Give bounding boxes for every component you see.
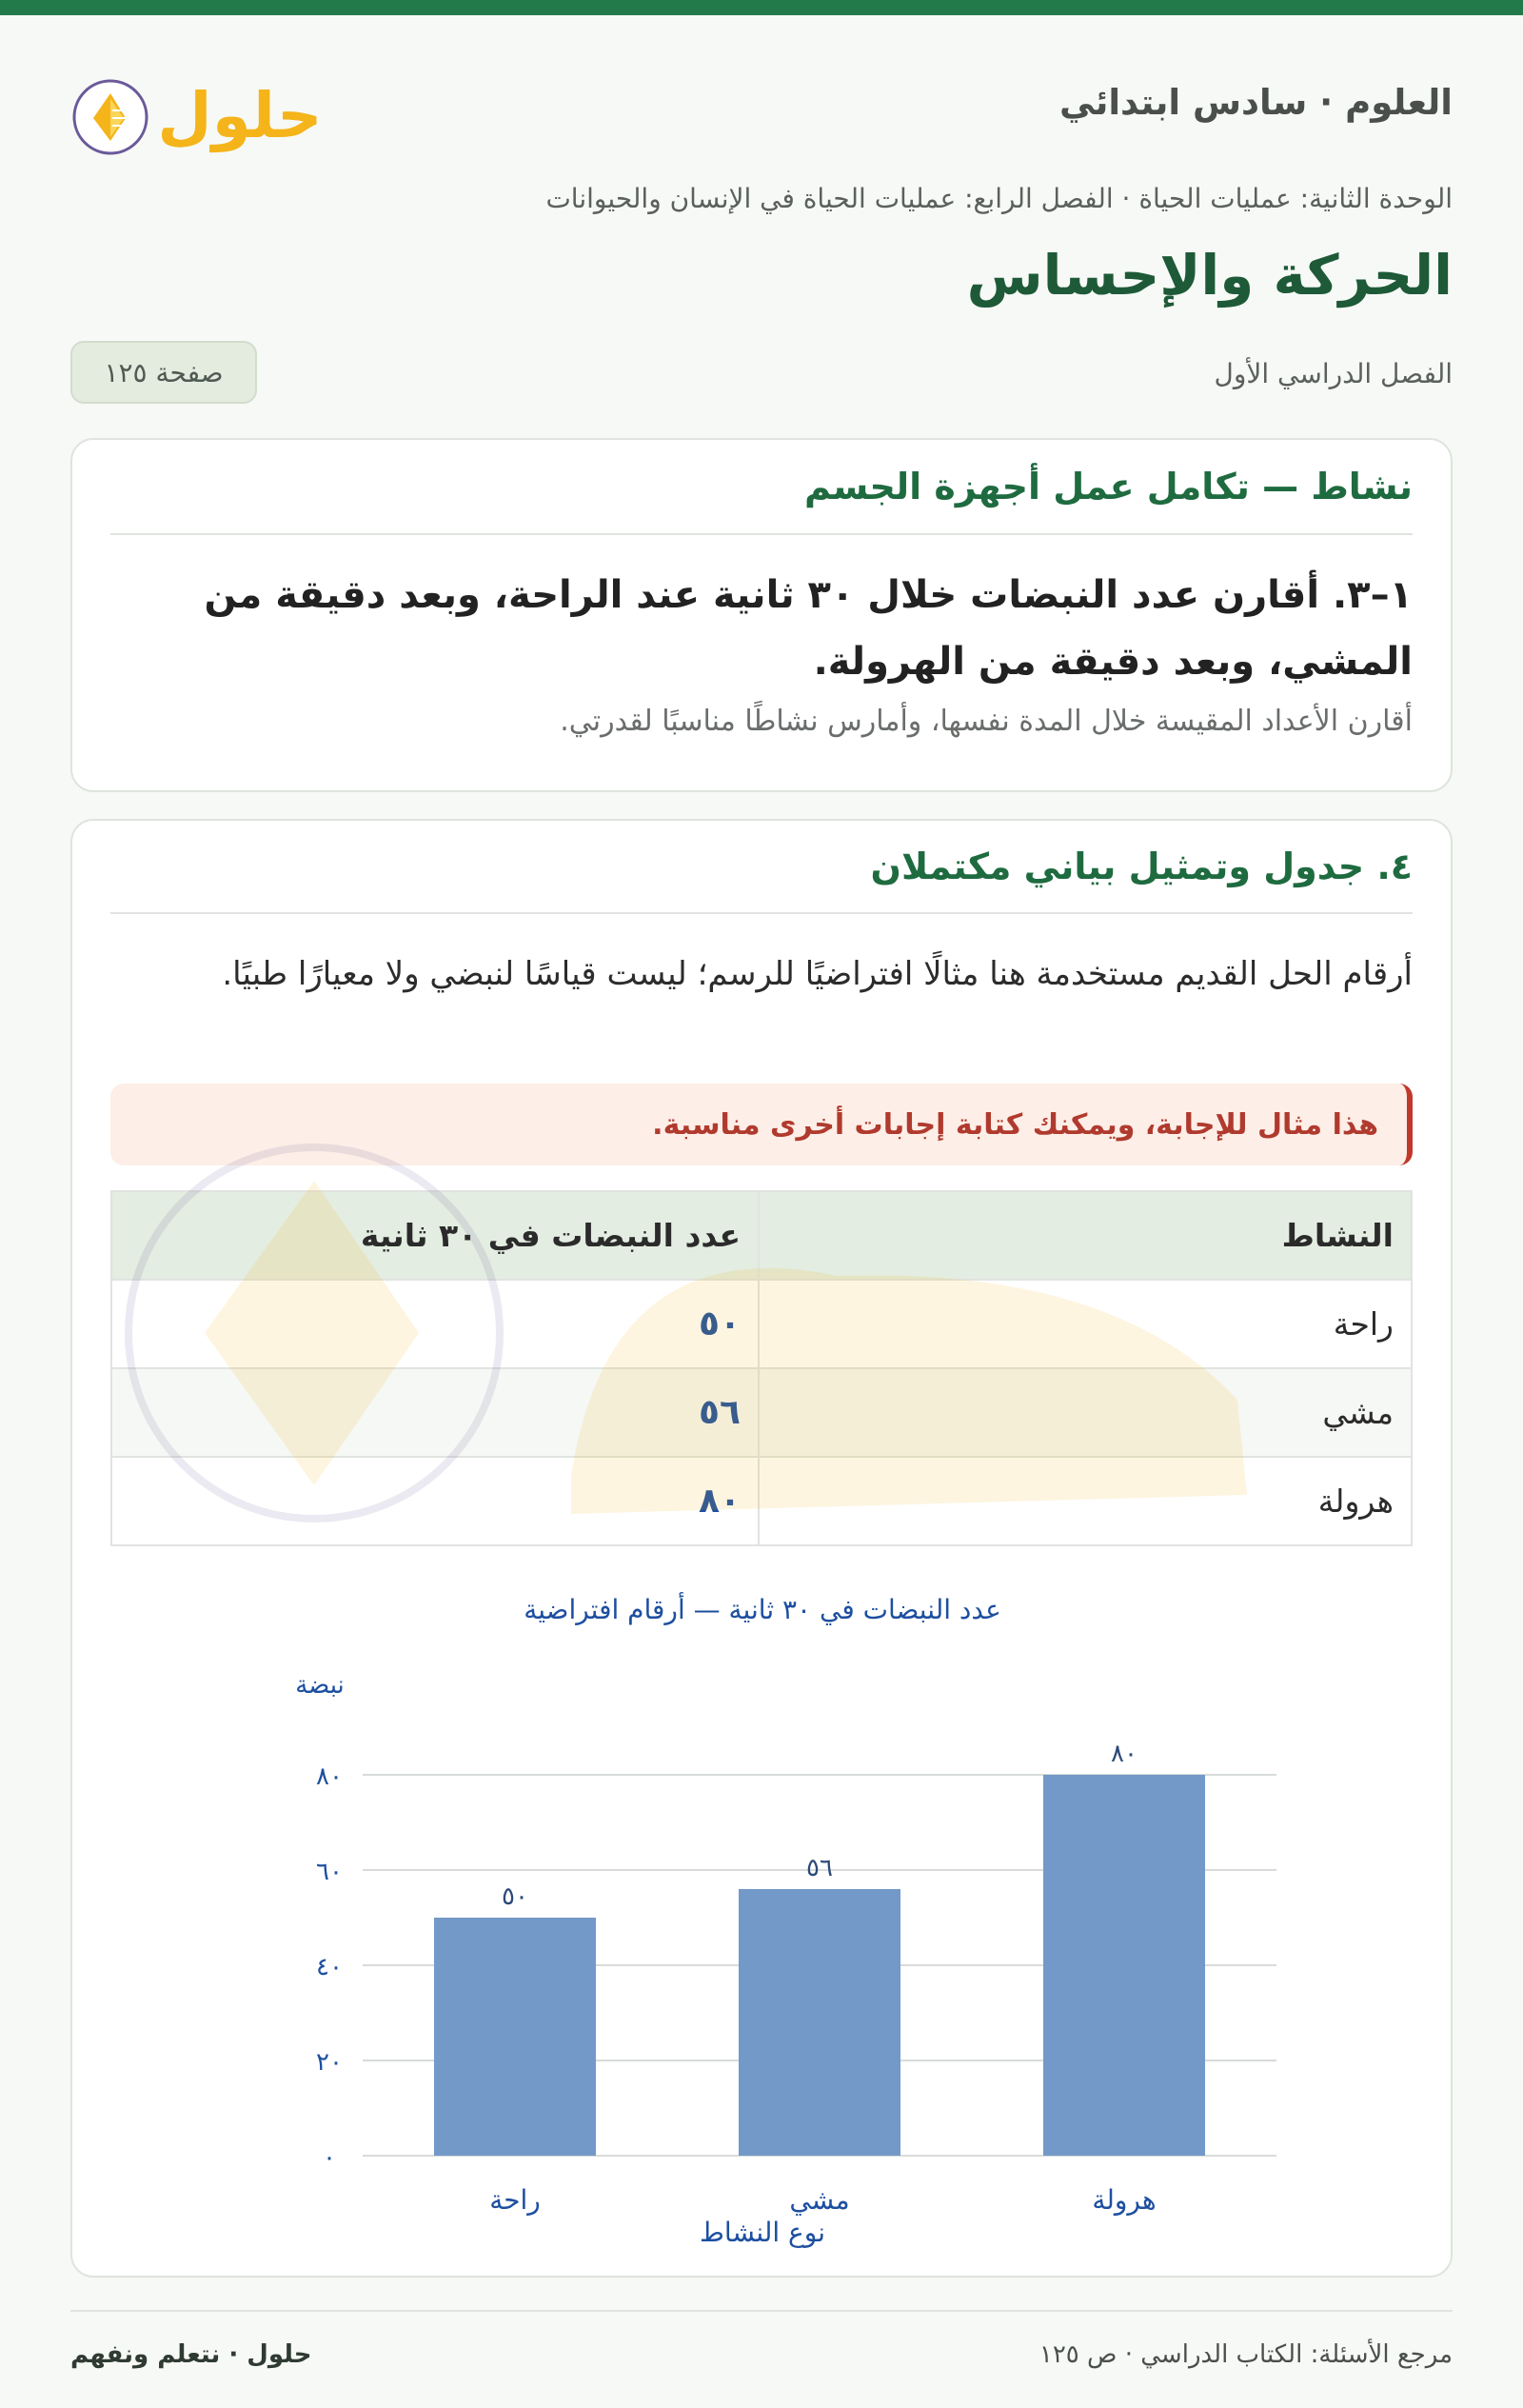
table-header-pulse: عدد النبضات في ٣٠ ثانية: [111, 1191, 759, 1280]
table-cell-value: ٥٠: [111, 1280, 759, 1368]
example-answer-callout: هذا مثال للإجابة، ويمكنك كتابة إجابات أخرى مناسبة.: [110, 1084, 1413, 1165]
bar: [739, 1889, 900, 2156]
table-cell-value: ٥٦: [111, 1368, 759, 1457]
chart-title: عدد النبضات في ٣٠ ثانية — أرقام افتراضية: [524, 1594, 1001, 1625]
y-tick-label: ٦٠: [316, 1858, 343, 1886]
table-header-row: [111, 1191, 1412, 1280]
semester-label: الفصل الدراسي الأول: [1214, 358, 1453, 389]
page-title: الحركة والإحساس: [966, 243, 1453, 308]
x-tick-label: راحة: [489, 2184, 541, 2216]
footer-brand: حلول · نتعلم ونفهم: [70, 2340, 312, 2369]
activity-hint: أقارن الأعداد المقيسة خلال المدة نفسها، وأمارس نشاطًا مناسبًا لقدرتي.: [560, 705, 1413, 738]
hulul-logo[interactable]: [70, 65, 327, 169]
x-axis-label: نوع النشاط: [699, 2217, 826, 2248]
activity-heading: نشاط — تكامل عمل أجهزة الجسم: [110, 440, 1413, 535]
table-cell-activity: راحة: [759, 1280, 1412, 1368]
pulse-bar-chart: [110, 1565, 1414, 2270]
table-cell-activity: مشي: [759, 1368, 1412, 1457]
bar: [434, 1918, 596, 2156]
y-axis-label: نبضة: [295, 1671, 345, 1700]
page-number-badge: صفحة ١٢٥: [70, 341, 257, 404]
table-cell-value: ٨٠: [111, 1457, 759, 1545]
answer-card: [70, 819, 1453, 2278]
y-tick-label: ٨٠: [316, 1762, 343, 1791]
bar-value-label: ٨٠: [1111, 1740, 1137, 1768]
table-row: [111, 1368, 1412, 1457]
y-tick-label: ٢٠: [316, 2048, 343, 2077]
bar: [1043, 1775, 1205, 2156]
table-row: [111, 1280, 1412, 1368]
logo-text: حلول: [157, 79, 323, 152]
footer-reference: مرجع الأسئلة: الكتاب الدراسي · ص ١٢٥: [1038, 2340, 1453, 2369]
header: [70, 65, 1453, 169]
table-row: [111, 1457, 1412, 1545]
x-tick-label: هرولة: [1092, 2184, 1157, 2216]
bar-value-label: ٥٠: [502, 1882, 528, 1911]
answer-note: أرقام الحل القديم مستخدمة هنا مثالًا افتراضيًا للرسم؛ ليست قياسًا لنبضي ولا معيارًا طبيًا.: [222, 955, 1413, 993]
answer-heading: ٤. جدول وتمثيل بياني مكتملان: [110, 821, 1413, 914]
footer-divider: [70, 2310, 1453, 2312]
subject-label: العلوم · سادس ابتدائي: [1059, 82, 1453, 123]
x-tick-label: مشي: [789, 2184, 850, 2216]
breadcrumb: الوحدة الثانية: عمليات الحياة · الفصل الرابع: عمليات الحياة في الإنسان والحيوانات: [545, 183, 1453, 214]
pulse-table: [110, 1190, 1413, 1546]
table-cell-activity: هرولة: [759, 1457, 1412, 1545]
activity-card: [70, 438, 1453, 792]
y-tick-label: ٠: [323, 2143, 336, 2172]
y-tick-label: ٤٠: [316, 1953, 343, 1981]
table-header-activity: النشاط: [759, 1191, 1412, 1280]
bar-value-label: ٥٦: [806, 1854, 833, 1882]
activity-question: ١–٣. أقارن عدد النبضات خلال ٣٠ ثانية عند الراحة، وبعد دقيقة من المشي، وبعد دقيقة من الهرولة.: [204, 573, 1413, 684]
top-accent-bar: [0, 0, 1523, 15]
